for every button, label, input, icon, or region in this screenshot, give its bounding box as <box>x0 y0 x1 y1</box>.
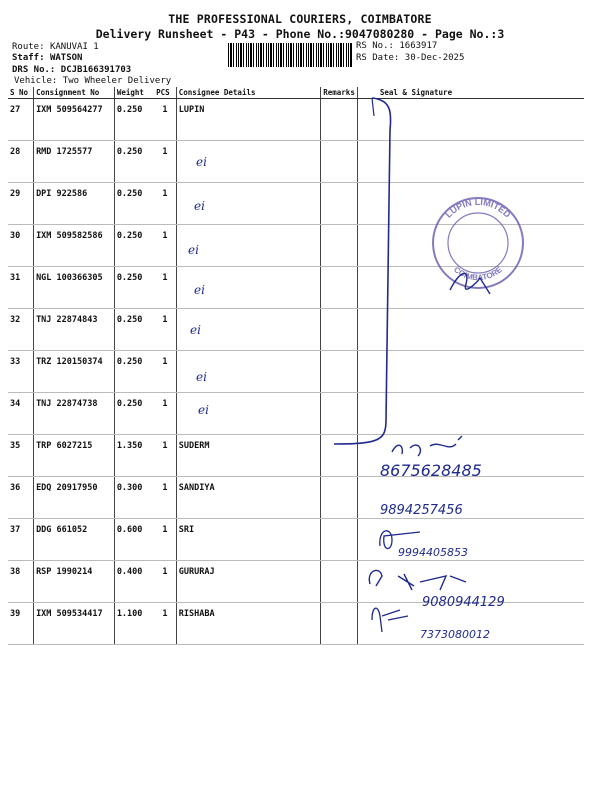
ditto-mark: ei <box>196 370 207 384</box>
ditto-mark: ei <box>198 403 209 417</box>
phone-36: 9894257456 <box>380 503 463 518</box>
barcode <box>228 43 352 67</box>
runsheet-table <box>8 87 584 645</box>
drs-label: DRS No.: <box>12 65 56 75</box>
cell-seal <box>357 309 584 351</box>
cell-consignment: DPI 922586 <box>34 183 115 225</box>
cell-pcs: 1 <box>154 309 176 351</box>
cell-weight: 0.600 <box>114 519 154 561</box>
cell-remarks <box>321 435 358 477</box>
col-seal: Seal & Signature <box>357 87 584 99</box>
cell-pcs: 1 <box>154 141 176 183</box>
table-header-row <box>8 87 584 99</box>
staff-value: WATSON <box>49 53 83 63</box>
cell-consignment: NGL 100366305 <box>34 267 115 309</box>
cell-consignee: SANDIYA <box>176 477 321 519</box>
rs-date-label: RS Date: <box>356 53 400 63</box>
drs-line <box>12 65 131 75</box>
cell-consignee <box>176 267 321 309</box>
cell-sno: 39 <box>8 603 34 645</box>
cell-seal <box>357 183 584 225</box>
col-consignee: Consignee Details <box>176 87 321 99</box>
cell-pcs: 1 <box>154 267 176 309</box>
cell-weight: 0.300 <box>114 477 154 519</box>
document-title: THE PROFESSIONAL COURIERS, COIMBATORE <box>168 12 432 26</box>
staff-line <box>12 53 82 63</box>
cell-consignment: TNJ 22874738 <box>34 393 115 435</box>
cell-sno: 38 <box>8 561 34 603</box>
cell-remarks <box>321 225 358 267</box>
table-row <box>8 183 584 225</box>
cell-consignment: DDG 661052 <box>34 519 115 561</box>
cell-remarks <box>321 183 358 225</box>
rs-date-value: 30-Dec-2025 <box>404 53 465 63</box>
cell-remarks <box>321 603 358 645</box>
cell-consignee: GURURAJ <box>176 561 321 603</box>
ditto-mark: ei <box>194 199 205 213</box>
col-weight: Weight <box>114 87 154 99</box>
cell-sno: 36 <box>8 477 34 519</box>
table-row <box>8 477 584 519</box>
cell-seal <box>357 351 584 393</box>
cell-seal <box>357 267 584 309</box>
document-subtitle: Delivery Runsheet - P43 - Phone No.:9047080280 - Page No.:3 <box>95 27 505 41</box>
cell-weight: 0.250 <box>114 183 154 225</box>
cell-seal <box>357 141 584 183</box>
cell-pcs: 1 <box>154 519 176 561</box>
phone-38: 9080944129 <box>422 595 505 610</box>
route-value: KANUVAI 1 <box>49 42 99 52</box>
cell-consignee <box>176 393 321 435</box>
col-pcs: PCS <box>154 87 176 99</box>
cell-weight: 1.100 <box>114 603 154 645</box>
cell-consignee: RISHABA <box>176 603 321 645</box>
cell-consignment: IXM 509582586 <box>34 225 115 267</box>
cell-remarks <box>321 561 358 603</box>
cell-consignee <box>176 309 321 351</box>
cell-sno: 33 <box>8 351 34 393</box>
table-row <box>8 267 584 309</box>
cell-seal <box>357 519 584 561</box>
table-row <box>8 393 584 435</box>
route-label: Route: <box>12 42 45 52</box>
col-sno: S No <box>8 87 34 99</box>
cell-seal <box>357 477 584 519</box>
rs-no-value: 1663917 <box>399 41 438 51</box>
cell-pcs: 1 <box>154 351 176 393</box>
cell-consignment: RSP 1990214 <box>34 561 115 603</box>
ditto-mark: ei <box>188 243 199 257</box>
phone-35: 8675628485 <box>380 461 482 480</box>
table-row <box>8 225 584 267</box>
cell-pcs: 1 <box>154 99 176 141</box>
phone-37: 9994405853 <box>398 546 468 559</box>
cell-seal <box>357 435 584 477</box>
rs-no-line <box>356 41 437 51</box>
cell-consignee <box>176 351 321 393</box>
cell-pcs: 1 <box>154 393 176 435</box>
vehicle-label: Vehicle: <box>14 76 58 86</box>
cell-remarks <box>321 351 358 393</box>
rs-date-line <box>356 53 464 63</box>
vehicle-line <box>14 76 171 86</box>
cell-sno: 31 <box>8 267 34 309</box>
staff-label: Staff: <box>12 53 45 63</box>
cell-pcs: 1 <box>154 225 176 267</box>
phone-39: 7373080012 <box>420 628 490 641</box>
cell-consignee: SUDERM <box>176 435 321 477</box>
cell-seal <box>357 561 584 603</box>
cell-remarks <box>321 99 358 141</box>
table-row <box>8 99 584 141</box>
cell-seal <box>357 99 584 141</box>
table-row <box>8 309 584 351</box>
col-consignment: Consignment No <box>34 87 115 99</box>
cell-consignee: SRI <box>176 519 321 561</box>
table-row <box>8 561 584 603</box>
ditto-mark: ei <box>196 155 207 169</box>
cell-seal <box>357 225 584 267</box>
table-row <box>8 351 584 393</box>
table-row <box>8 519 584 561</box>
route-line <box>12 42 99 52</box>
ditto-mark: ei <box>194 283 205 297</box>
cell-consignee: LUPIN <box>176 99 321 141</box>
ditto-mark: ei <box>190 323 201 337</box>
cell-pcs: 1 <box>154 435 176 477</box>
cell-weight: 0.250 <box>114 225 154 267</box>
cell-weight: 0.250 <box>114 99 154 141</box>
cell-sno: 27 <box>8 99 34 141</box>
stamp-text-top: LUPIN LIMITED <box>443 196 513 220</box>
cell-weight: 0.400 <box>114 561 154 603</box>
cell-pcs: 1 <box>154 603 176 645</box>
cell-remarks <box>321 309 358 351</box>
col-remarks: Remarks <box>321 87 358 99</box>
cell-pcs: 1 <box>154 183 176 225</box>
cell-consignment: TRZ 120150374 <box>34 351 115 393</box>
table-row <box>8 603 584 645</box>
cell-consignee <box>176 141 321 183</box>
rs-no-label: RS No.: <box>356 41 394 51</box>
cell-seal <box>357 393 584 435</box>
cell-sno: 35 <box>8 435 34 477</box>
cell-weight: 0.250 <box>114 267 154 309</box>
cell-pcs: 1 <box>154 561 176 603</box>
cell-sno: 37 <box>8 519 34 561</box>
cell-weight: 0.250 <box>114 393 154 435</box>
table-row <box>8 141 584 183</box>
cell-pcs: 1 <box>154 477 176 519</box>
table-row <box>8 435 584 477</box>
cell-remarks <box>321 267 358 309</box>
cell-remarks <box>321 393 358 435</box>
cell-consignment: TNJ 22874843 <box>34 309 115 351</box>
vehicle-value: Two Wheeler Delivery <box>62 76 172 86</box>
cell-weight: 0.250 <box>114 309 154 351</box>
cell-sno: 32 <box>8 309 34 351</box>
cell-sno: 30 <box>8 225 34 267</box>
cell-remarks <box>321 519 358 561</box>
stamp-text-bottom: COIMBATORE <box>452 265 504 283</box>
cell-seal <box>357 603 584 645</box>
cell-weight: 0.250 <box>114 141 154 183</box>
cell-sno: 28 <box>8 141 34 183</box>
cell-consignment: RMD 1725577 <box>34 141 115 183</box>
cell-consignee <box>176 183 321 225</box>
cell-weight: 0.250 <box>114 351 154 393</box>
cell-consignment: IXM 509534417 <box>34 603 115 645</box>
cell-sno: 29 <box>8 183 34 225</box>
cell-consignment: IXM 509564277 <box>34 99 115 141</box>
cell-sno: 34 <box>8 393 34 435</box>
cell-consignee <box>176 225 321 267</box>
cell-remarks <box>321 141 358 183</box>
cell-consignment: TRP 6027215 <box>34 435 115 477</box>
drs-value: DCJB166391703 <box>60 65 132 75</box>
cell-remarks <box>321 477 358 519</box>
cell-consignment: EDQ 20917950 <box>34 477 115 519</box>
cell-weight: 1.350 <box>114 435 154 477</box>
